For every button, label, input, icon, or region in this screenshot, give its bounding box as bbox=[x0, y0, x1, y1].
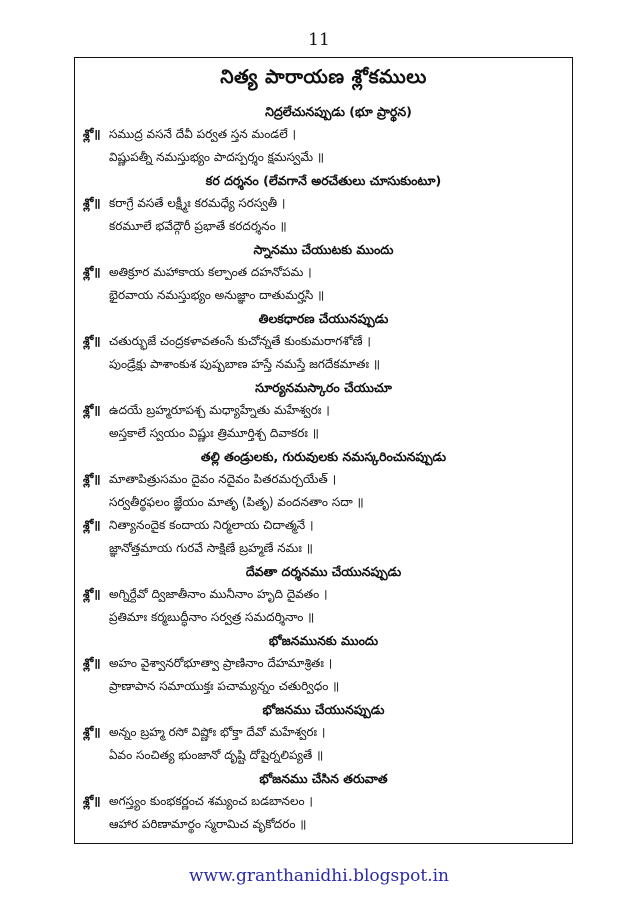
shloka-line bbox=[75, 721, 572, 744]
shloka-text: నిత్యానందైక కందాయ నిర్మలాయ చిదాత్మనే । bbox=[109, 518, 314, 532]
shloka-text: అగస్త్యం కుంభకర్ణంచ శమ్యంచ బడబానలం । bbox=[109, 794, 313, 808]
shloka-content bbox=[75, 100, 572, 836]
shloka-text: జ్ఞానోత్తమాయ గురవే సాక్షిణే బ్రహ్మణే నమః ॥ bbox=[109, 541, 313, 555]
shloka-marker: శ్లో॥ bbox=[83, 196, 101, 210]
shloka-line bbox=[75, 215, 572, 238]
shloka-line bbox=[75, 537, 572, 560]
shloka-text: ప్రాణాపాన సమాయుక్తః పచామ్యన్నం చతుర్విధం ॥ bbox=[109, 679, 340, 693]
shloka-marker: శ్లో॥ bbox=[83, 265, 101, 279]
section-heading: స్నానము చేయుటకు ముందు bbox=[253, 242, 394, 257]
shloka-line bbox=[75, 675, 572, 698]
shloka-text: సముద్ర వసనే దేవీ పర్వత స్తన మండలే । bbox=[109, 127, 297, 141]
shloka-text: కరాగ్రే వసతే లక్ష్మీః కరమధ్యే సరస్వతీ । bbox=[109, 196, 286, 210]
shloka-marker: శ్లో॥ bbox=[83, 725, 101, 739]
shloka-line bbox=[75, 514, 572, 537]
shloka-frame bbox=[74, 57, 573, 844]
shloka-text: అస్తకాలే స్వయం విష్ణుః త్రిమూర్తిశ్చ దివాకరః ॥ bbox=[109, 426, 319, 440]
shloka-line bbox=[75, 583, 572, 606]
shloka-line bbox=[75, 353, 572, 376]
shloka-text: ప్రతిమాః కర్మబుద్ధీనాం సర్వత్ర సమదర్శినాం ॥ bbox=[109, 610, 315, 624]
shloka-line bbox=[75, 790, 572, 813]
section-heading: భోజనము చేయునప్పుడు bbox=[262, 702, 385, 717]
shloka-marker: శ్లో॥ bbox=[83, 587, 101, 601]
shloka-line bbox=[75, 399, 572, 422]
shloka-text: కరమూలే భవేద్గౌరీ ప్రభాతే కరదర్శనం ॥ bbox=[109, 219, 287, 233]
shloka-text: పుండ్రేక్షు పాశాంకుశ పుష్పబాణ హస్తే నమస్తే జగదేకమాతః ॥ bbox=[109, 357, 381, 371]
shloka-line bbox=[75, 813, 572, 836]
shloka-line bbox=[75, 652, 572, 675]
section-heading: కర దర్శనం (లేవగానే అరచేతులు చూసుకుంటూ) bbox=[205, 173, 442, 188]
shloka-line bbox=[75, 606, 572, 629]
section-heading: తల్లి తండ్రులకు, గురువులకు నమస్కరించునప్పుడు bbox=[200, 449, 447, 464]
shloka-text: ఆహార పరిణామార్థం స్మరామిచ వృకోదరం ॥ bbox=[109, 817, 307, 831]
shloka-line bbox=[75, 491, 572, 514]
shloka-marker: శ్లో॥ bbox=[83, 403, 101, 417]
shloka-line bbox=[75, 422, 572, 445]
shloka-line bbox=[75, 192, 572, 215]
shloka-text: అన్నం బ్రహ్మ రసో విష్ణోః భోక్తా దేవో మహేశ్వరః । bbox=[109, 725, 326, 739]
footer-url[interactable]: www.granthanidhi.blogspot.in bbox=[188, 866, 449, 886]
section-heading: భోజనము చేసిన తరువాత bbox=[259, 771, 388, 786]
shloka-text: విష్ణుపత్నీ నమస్తుభ్యం పాదస్పర్శం క్షమస్వమే ॥ bbox=[109, 150, 325, 164]
shloka-marker: శ్లో॥ bbox=[83, 656, 101, 670]
section-heading: భోజనమునకు ముందు bbox=[268, 633, 379, 648]
page-number: 11 bbox=[308, 30, 330, 50]
shloka-marker: శ్లో॥ bbox=[83, 472, 101, 486]
section-heading: తిలకధారణ చేయునప్పుడు bbox=[258, 311, 389, 326]
shloka-line bbox=[75, 261, 572, 284]
shloka-line bbox=[75, 744, 572, 767]
shloka-line bbox=[75, 123, 572, 146]
shloka-text: ఉదయే బ్రహ్మరూపశ్చ మధ్యాహ్నేతు మహేశ్వరః । bbox=[109, 403, 330, 417]
shloka-text: సర్వతీర్థఫలం జ్ఞేయం మాతృ (పితృ) వందనతాం సదా ॥ bbox=[109, 495, 364, 509]
shloka-text: చతుర్భుజే చంద్రకళావతంసే కుచోన్నతే కుంకుమరాగశోణే । bbox=[109, 334, 371, 348]
shloka-line bbox=[75, 468, 572, 491]
section-heading: సూర్యనమస్కారం చేయుచూ bbox=[255, 380, 392, 395]
shloka-text: భైరవాయ నమస్తుభ్యం అనుజ్ఞాం దాతుమర్హసి ॥ bbox=[109, 288, 325, 302]
shloka-line bbox=[75, 284, 572, 307]
shloka-text: అతిక్రూర మహాకాయ కల్పాంత దహనోపమ । bbox=[109, 265, 312, 279]
shloka-line bbox=[75, 146, 572, 169]
shloka-text: మాతాపిత్రుసమం దైవం నదైవం పితరమర్చయేత్ । bbox=[109, 472, 337, 486]
shloka-marker: శ్లో॥ bbox=[83, 518, 101, 532]
section-heading: నిద్రలేచునప్పుడు (భూ ప్రార్థన) bbox=[265, 104, 412, 119]
section-heading: దేవతా దర్శనము చేయునప్పుడు bbox=[245, 564, 402, 579]
shloka-marker: శ్లో॥ bbox=[83, 794, 101, 808]
shloka-text: అహం వైశ్వానరోభూత్వా ప్రాణినాం దేహమాశ్రితః । bbox=[109, 656, 333, 670]
shloka-marker: శ్లో॥ bbox=[83, 127, 101, 141]
shloka-text: అగ్నిర్దేవో ద్విజాతీనాం మునీనాం హృది దైవతం । bbox=[109, 587, 328, 601]
page-title: నిత్య పారాయణ శ్లోకములు bbox=[220, 66, 427, 88]
shloka-line bbox=[75, 330, 572, 353]
shloka-marker: శ్లో॥ bbox=[83, 334, 101, 348]
shloka-text: ఏవం సంచిత్య భుంజానో దృష్టి దోషైర్నలిప్యతే ॥ bbox=[109, 748, 324, 762]
